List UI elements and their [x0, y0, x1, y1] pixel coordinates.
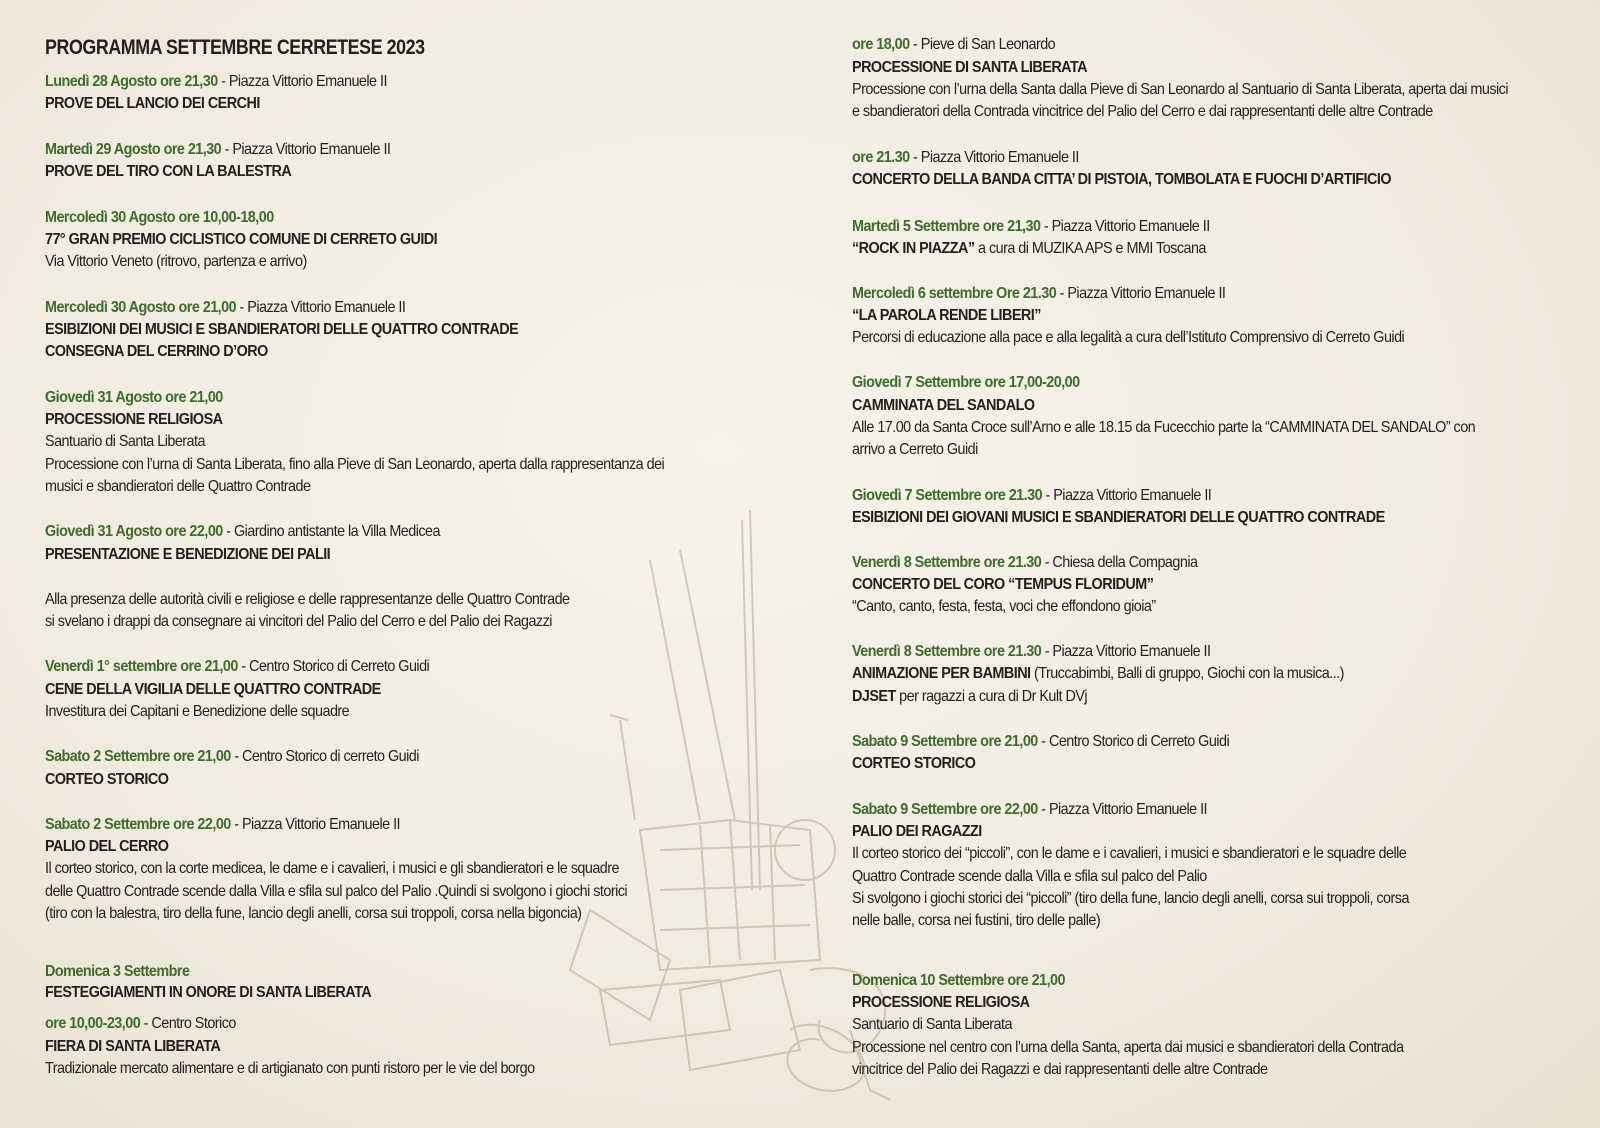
event-description: vincitrice del Palio dei Ragazzi e dai rappresentanti delle altre Contrade	[852, 1061, 1268, 1078]
event-date: Sabato 9 Settembre ore 21,00	[852, 733, 1038, 750]
event-description: per ragazzi a cura di Dr Kult DVj	[895, 688, 1088, 705]
event-heading	[852, 283, 1225, 305]
event-place: - Piazza Vittorio Emanuele II	[236, 299, 406, 316]
event-name: PROCESSIONE RELIGIOSA	[852, 994, 1030, 1011]
event-date: ore 10,00-23,00	[45, 1015, 141, 1032]
event-date: Venerdì 1° settembre ore 21,00	[45, 658, 238, 675]
event-description: Alle 17.00 da Santa Croce sull’Arno e alle 18.15 da Fucecchio parte la “CAMMINATA DEL SANDALO” con	[852, 419, 1476, 436]
event-name: CONCERTO DEL CORO “TEMPUS FLORIDUM”	[852, 576, 1154, 593]
event-name: “LA PAROLA RENDE LIBERI”	[852, 307, 1041, 324]
event-heading	[45, 746, 419, 768]
event-heading	[852, 216, 1210, 238]
event-date: Venerdì 8 Settembre ore 21.30	[852, 643, 1042, 660]
event-line	[852, 686, 1087, 708]
event-description: Il corteo storico, con la corte medicea, le dame e i cavalieri, i musici e gli sbandieratori e le squadre	[45, 860, 620, 877]
event-date: Sabato 2 Settembre ore 22,00	[45, 816, 231, 833]
event-name: CORTEO STORICO	[852, 755, 976, 772]
event-name: ESIBIZIONI DEI GIOVANI MUSICI E SBANDIERATORI DELLE QUATTRO CONTRADE	[852, 509, 1385, 526]
event-date: Domenica 10 Settembre ore 21,00	[852, 972, 1065, 989]
event-name: “ROCK IN PIAZZA”	[852, 240, 975, 257]
event-place: - Piazza Vittorio Emanuele II	[1040, 218, 1210, 235]
event-place: - Piazza Vittorio Emanuele II	[230, 816, 401, 833]
event-name: FIERA DI SANTA LIBERATA	[45, 1038, 221, 1055]
event-date: ore 18,00	[852, 36, 910, 53]
event-place: - Piazza Vittorio Emanuele II	[1041, 643, 1211, 660]
event-line	[852, 663, 1344, 685]
event-description: “Canto, canto, festa, festa, voci che effondono gioia”	[852, 598, 1156, 615]
event-description: a cura di MUZIKA APS e MMI Toscana	[974, 240, 1206, 257]
event-date: Mercoledì 6 settembre Ore 21.30	[852, 285, 1057, 302]
event-place: - Giardino antistante la Villa Medicea	[222, 523, 440, 540]
event-date: Mercoledì 30 Agosto ore 10,00-18,00	[45, 209, 274, 226]
event-heading	[45, 297, 405, 319]
event-heading	[852, 34, 1055, 56]
event-place: Santuario di Santa Liberata	[45, 433, 205, 450]
event-place: Santuario di Santa Liberata	[852, 1016, 1012, 1033]
event-date: Giovedì 31 Agosto ore 21,00	[45, 389, 223, 406]
event-date: Sabato 2 Settembre ore 21,00	[45, 748, 231, 765]
event-description: Alla presenza delle autorità civili e religiose e delle rappresentanze delle Quattro Contrade	[45, 591, 570, 608]
page-title: PROGRAMMA SETTEMBRE CERRETESE 2023	[45, 36, 425, 59]
event-heading	[45, 71, 387, 93]
event-description: e sbandieratori della Contrada vincitrice del Palio del Cerro e dai rappresentanti delle altre Contrade	[852, 103, 1433, 120]
event-description: Percorsi di educazione alla pace e alla legalità a cura dell’Istituto Comprensivo di Cerreto Guidi	[852, 329, 1405, 346]
event-heading	[852, 641, 1210, 663]
event-description: delle Quattro Contrade scende dalla Villa e sfila sul palco del Palio .Quindi si svolgono i giochi storici	[45, 883, 628, 900]
event-heading	[45, 1013, 236, 1035]
event-date: Domenica 3 Settembre	[45, 963, 190, 980]
event-place: - Piazza Vittorio Emanuele II	[217, 73, 387, 90]
event-place: - Centro Storico di Cerreto Guidi	[1037, 733, 1230, 750]
event-description: Si svolgono i giochi storici dei “piccoli” (tiro della fune, lancio degli anelli, corsa sui troppoli, corsa	[852, 890, 1409, 907]
event-heading	[852, 147, 1079, 169]
event-place: - Piazza Vittorio Emanuele II	[1042, 487, 1212, 504]
event-name: PROVE DEL LANCIO DEI CERCHI	[45, 95, 260, 112]
event-date: Giovedì 31 Agosto ore 22,00	[45, 523, 223, 540]
event-date: Giovedì 7 Settembre ore 21.30	[852, 487, 1043, 504]
event-date: Sabato 9 Settembre ore 22,00	[852, 801, 1038, 818]
event-description: si svelano i drappi da consegnare ai vincitori del Palio del Cerro e del Palio dei Ragazzi	[45, 613, 552, 630]
event-description: Via Vittorio Veneto (ritrovo, partenza e arrivo)	[45, 253, 307, 270]
event-date: Martedì 29 Agosto ore 21,30	[45, 141, 222, 158]
event-heading	[852, 485, 1211, 507]
event-place: - Chiesa della Compagnia	[1041, 554, 1198, 571]
event-place: - Piazza Vittorio Emanuele II	[1037, 801, 1208, 818]
event-date: Lunedì 28 Agosto ore 21,30	[45, 73, 218, 90]
event-name: DJSET	[852, 688, 896, 705]
event-description: (tiro con la balestra, tiro della fune, lancio degli anelli, corsa sui troppoli, corsa nella bigoncia)	[45, 905, 582, 922]
event-heading	[852, 731, 1229, 753]
event-name: CONCERTO DELLA BANDA CITTA’ DI PISTOIA, TOMBOLATA E FUOCHI D’ARTIFICIO	[852, 171, 1392, 188]
event-name: CONSEGNA DEL CERRINO D’ORO	[45, 343, 268, 360]
event-description: arrivo a Cerreto Guidi	[852, 441, 978, 458]
event-heading	[45, 814, 400, 836]
event-heading	[852, 552, 1197, 574]
event-name: PALIO DEI RAGAZZI	[852, 823, 982, 840]
event-name: CENE DELLA VIGILIA DELLE QUATTRO CONTRADE	[45, 681, 381, 698]
event-line	[852, 238, 1206, 260]
event-name: ANIMAZIONE PER BAMBINI	[852, 665, 1031, 682]
event-heading	[45, 656, 429, 678]
event-heading	[852, 799, 1207, 821]
event-heading	[45, 521, 440, 543]
event-name: FESTEGGIAMENTI IN ONORE DI SANTA LIBERATA	[45, 984, 372, 1001]
event-description: Il corteo storico dei “piccoli”, con le dame e i cavalieri, i musici e sbandieratori e le squadre delle	[852, 845, 1407, 862]
event-name: CORTEO STORICO	[45, 771, 169, 788]
event-name: ESIBIZIONI DEI MUSICI E SBANDIERATORI DELLE QUATTRO CONTRADE	[45, 321, 519, 338]
event-date: ore 21.30	[852, 149, 910, 166]
event-heading	[45, 139, 390, 161]
event-name: CAMMINATA DEL SANDALO	[852, 397, 1035, 414]
event-description: Quattro Contrade scende dalla Villa e sfila sul palco del Palio	[852, 868, 1207, 885]
event-description: Processione nel centro con l’urna della Santa, aperta dai musici e sbandieratori della Contrada	[852, 1039, 1404, 1056]
event-place: - Pieve di San Leonardo	[909, 36, 1056, 53]
event-name: PROCESSIONE RELIGIOSA	[45, 411, 223, 428]
event-date: Martedì 5 Settembre ore 21,30	[852, 218, 1041, 235]
event-description: musici e sbandieratori delle Quattro Contrade	[45, 478, 311, 495]
event-description: Processione con l’urna di Santa Liberata, fino alla Pieve di San Leonardo, aperta dalla rappresentanza dei	[45, 456, 665, 473]
event-name: PROVE DEL TIRO CON LA BALESTRA	[45, 163, 292, 180]
event-description: (Truccabimbi, Balli di gruppo, Giochi con la musica...)	[1030, 665, 1344, 682]
event-place: - Centro Storico di cerreto Guidi	[230, 748, 419, 765]
event-name: PRESENTAZIONE E BENEDIZIONE DEI PALII	[45, 546, 331, 563]
event-date: Giovedì 7 Settembre ore 17,00-20,00	[852, 374, 1080, 391]
event-date: Venerdì 8 Settembre ore 21.30	[852, 554, 1042, 571]
event-place: - Piazza Vittorio Emanuele II	[909, 149, 1079, 166]
event-name: PALIO DEL CERRO	[45, 838, 169, 855]
event-description: Processione con l’urna della Santa dalla Pieve di San Leonardo al Santuario di Santa Liberata, aperta dai musici	[852, 81, 1508, 98]
event-place: - Centro Storico di Cerreto Guidi	[237, 658, 430, 675]
event-name: PROCESSIONE DI SANTA LIBERATA	[852, 59, 1088, 76]
event-name: 77° GRAN PREMIO CICLISTICO COMUNE DI CERRETO GUIDI	[45, 231, 438, 248]
event-place: - Piazza Vittorio Emanuele II	[221, 141, 391, 158]
event-date: Mercoledì 30 Agosto ore 21,00	[45, 299, 237, 316]
event-place: - Centro Storico	[140, 1015, 236, 1032]
event-description: Tradizionale mercato alimentare e di artigianato con punti ristoro per le vie del borgo	[45, 1060, 535, 1077]
event-description: Investitura dei Capitani e Benedizione delle squadre	[45, 703, 350, 720]
event-place: - Piazza Vittorio Emanuele II	[1056, 285, 1226, 302]
event-description: nelle balle, corsa nei fustini, tiro delle palle)	[852, 912, 1101, 929]
